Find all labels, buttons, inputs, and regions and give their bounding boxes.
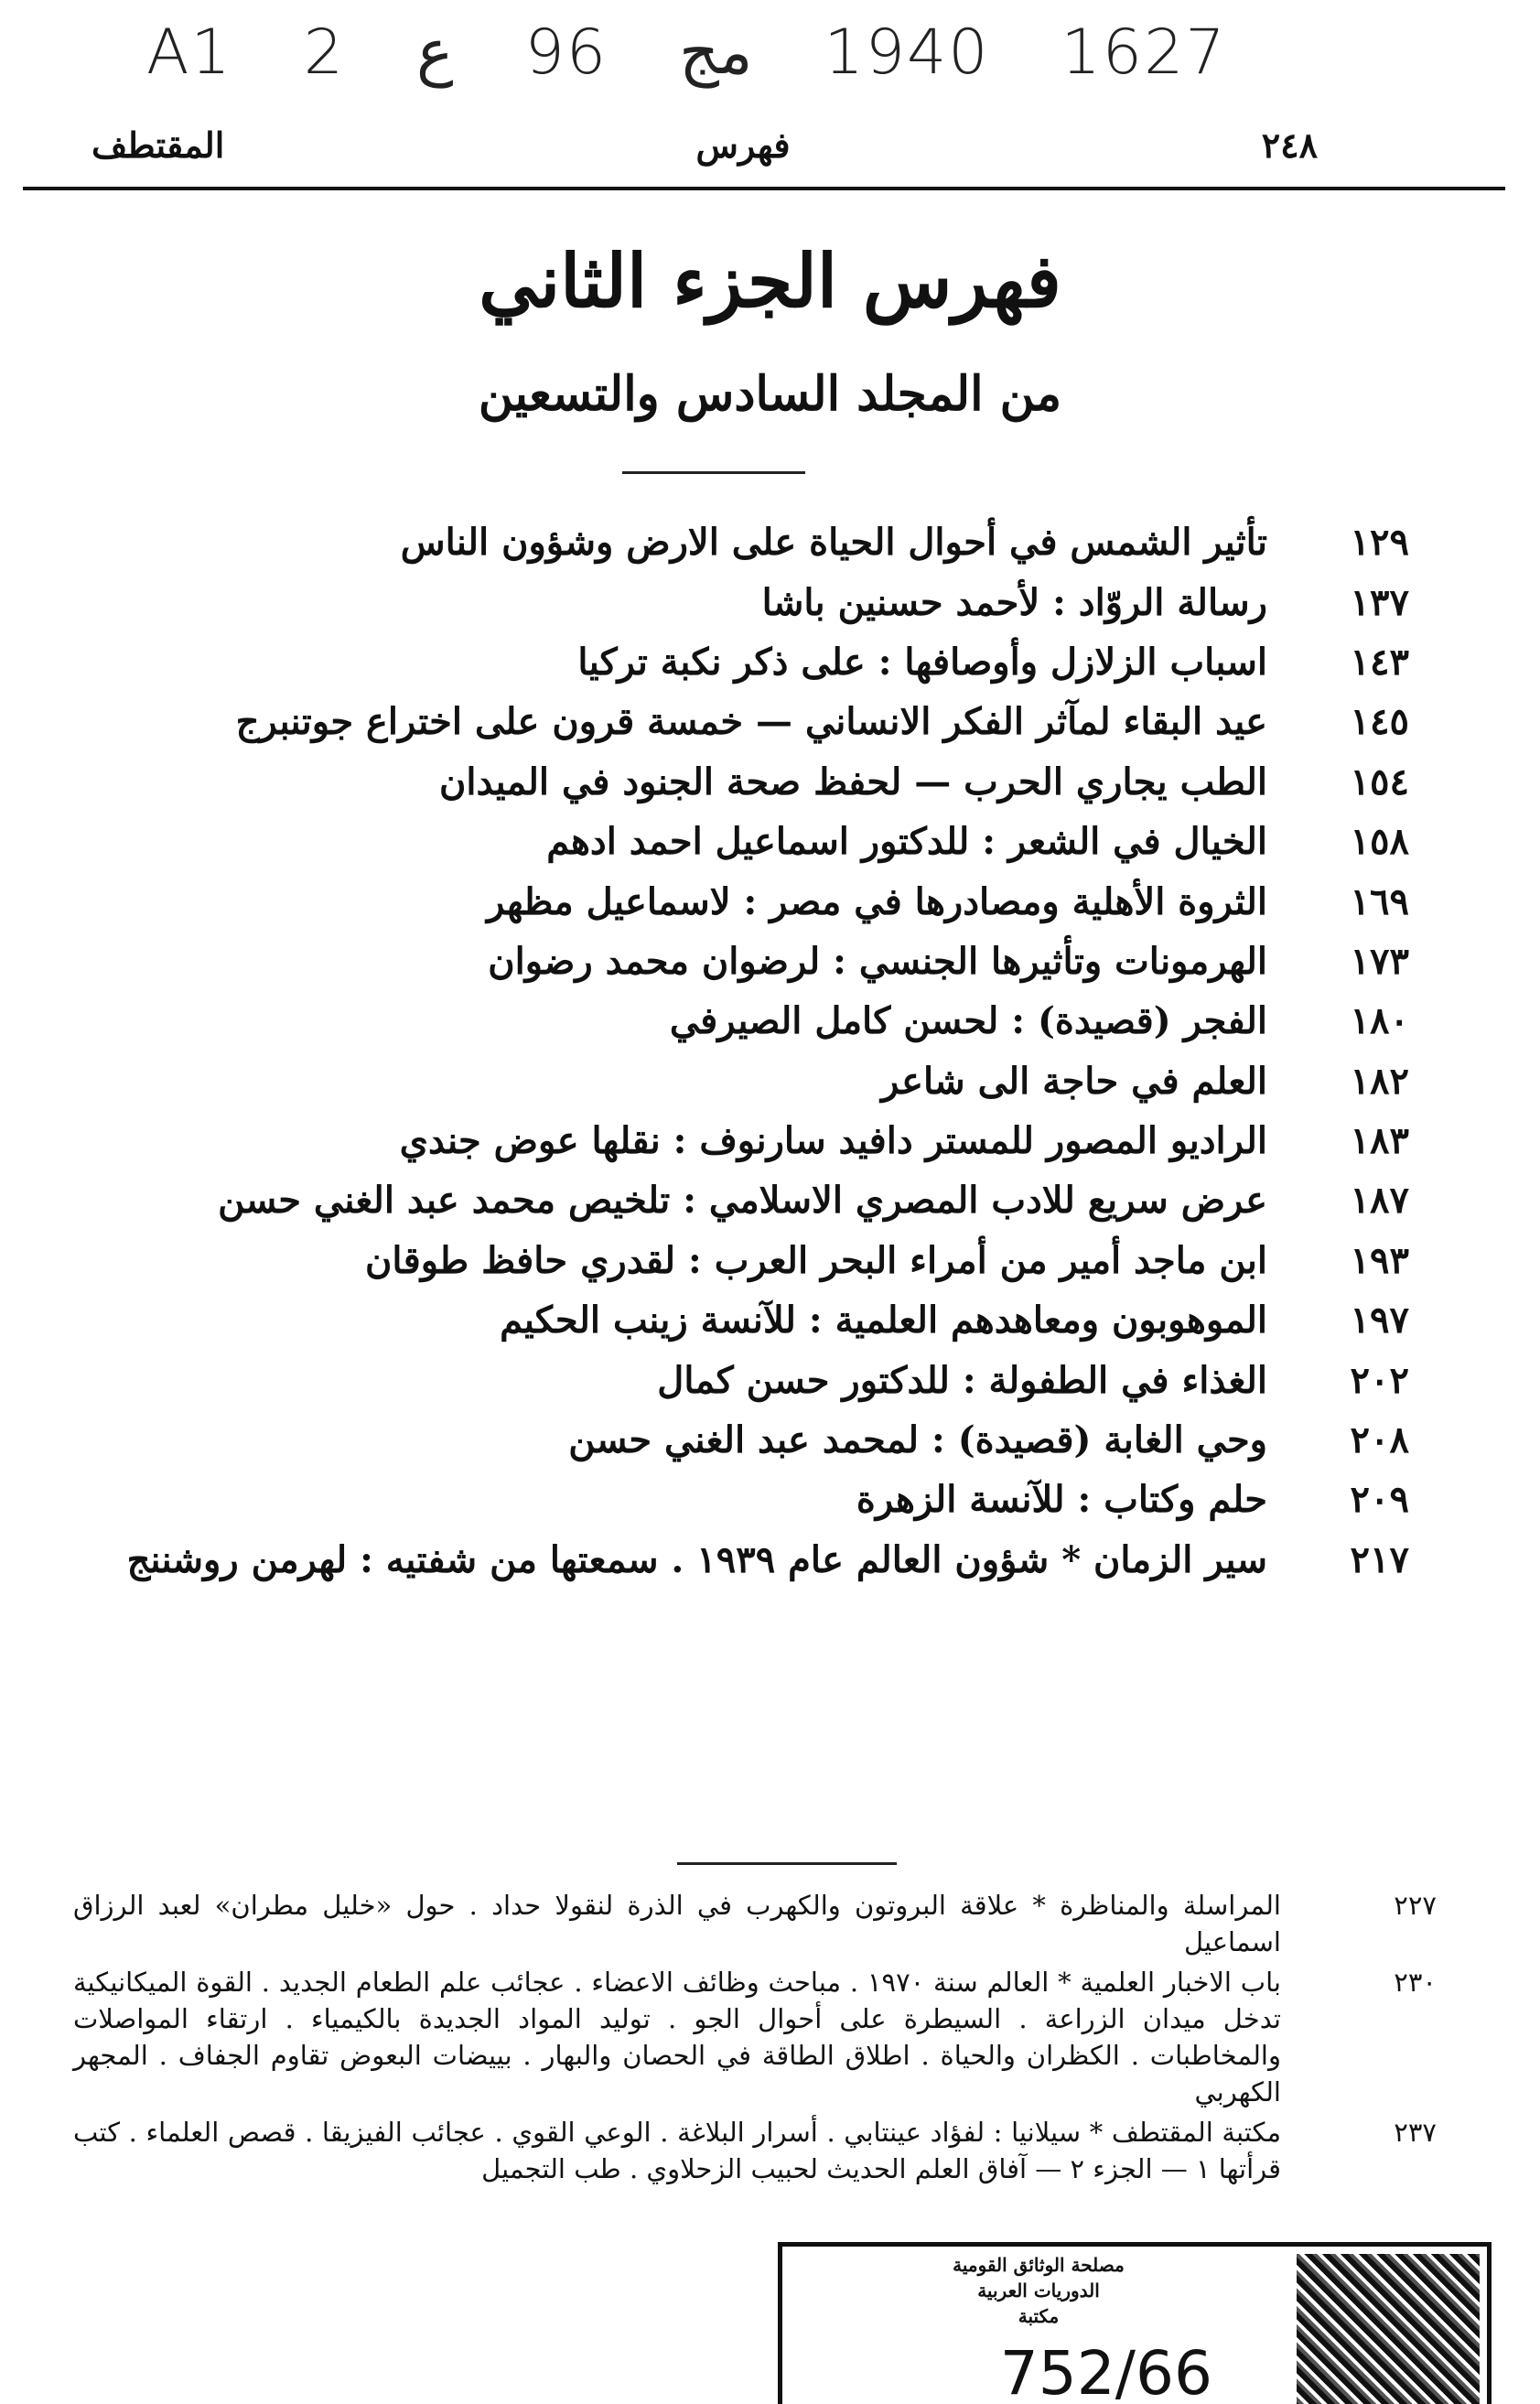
handwritten-part: 1627 <box>1061 16 1227 89</box>
toc-text: الطب يجاري الحرب — لحفظ صحة الجنود في الميدان <box>439 760 1267 803</box>
toc-page: ١٨٧ <box>1350 1179 1409 1223</box>
minor-text: مكتبة المقتطف * سيلانيا : لفؤاد عينتابي . أسرار البلاغة . الوعي القوي . عجائب الفيزيقا . قصص العلماء . كتب قرأتها ١ — الجزء ٢ — آفاق العلم الحديث لحبيب الزحلاوي . طب التجميل <box>73 2117 1281 2184</box>
handwritten-catalog-note <box>146 16 1501 89</box>
toc-entry <box>92 692 1409 751</box>
toc-entry <box>92 1111 1409 1170</box>
toc-entry <box>92 1290 1409 1350</box>
toc-page: ١٤٣ <box>1350 640 1409 684</box>
toc-entry <box>92 512 1409 572</box>
toc-entry <box>92 1051 1409 1111</box>
toc-entry <box>92 1350 1409 1409</box>
toc-entry <box>92 1170 1409 1230</box>
toc-page: ١٩٣ <box>1350 1238 1409 1282</box>
toc-entry <box>92 572 1409 631</box>
toc-entry <box>92 991 1409 1051</box>
minor-entry <box>73 1887 1437 1960</box>
toc-text: الهرمونات وتأثيرها الجنسي : لرضوان محمد رضوان <box>488 939 1267 983</box>
toc-entry <box>92 752 1409 812</box>
toc-text: رسالة الروّاد : لأحمد حسنين باشا <box>761 580 1267 624</box>
minor-page: ٢٣٠ <box>1394 1967 1437 1998</box>
toc-page: ١٧٣ <box>1350 939 1409 983</box>
section-name: فهرس <box>695 124 791 166</box>
running-head <box>92 117 1318 172</box>
toc-text: العلم في حاجة الى شاعر <box>881 1059 1267 1103</box>
toc-entry <box>92 1410 1409 1470</box>
toc-page: ٢١٧ <box>1350 1537 1409 1581</box>
minor-text: باب الاخبار العلمية * العالم سنة ١٩٧٠ . مباحث وظائف الاعضاء . عجائب علم الطعام الجديد . القوة الميكانيكية تدخل ميدان الزراعة . السيطرة على أحوال الجو . توليد المواد الجديدة بالكيمياء . ارتقاء المواصلات والمخاطبات . الكظران والحياة . اطلاق الطاقة في الحصان والبهار . بييضات البعوض تقاوم الجفاف . المجهر الكهربي <box>73 1967 1281 2108</box>
handwritten-part: 96 <box>524 16 608 89</box>
toc-text: الموهوبون ومعاهدهم العلمية : للآنسة زينب الحكيم <box>500 1299 1267 1342</box>
toc-text: عرض سريع للادب المصري الاسلامي : تلخيص محمد عبد الغني حسن <box>218 1179 1267 1223</box>
stamp-line: مكتبة <box>1018 2305 1060 2327</box>
toc-text: الغذاء في الطفولة : للدكتور حسن كمال <box>657 1358 1267 1402</box>
minor-sections-list <box>73 1887 1437 2191</box>
toc-entry <box>92 932 1409 991</box>
library-stamp <box>778 2242 1492 2404</box>
handwritten-part: مج <box>679 16 753 89</box>
toc-page: ١٨٢ <box>1350 1059 1409 1103</box>
toc-page: ١٤٥ <box>1350 700 1409 744</box>
toc-text: تأثير الشمس في أحوال الحياة على الارض وشؤون الناس <box>400 521 1267 565</box>
minor-entry <box>73 2114 1437 2187</box>
page-number: ٢٤٨ <box>1261 124 1318 166</box>
page-subtitle: من المجلد السادس والتسعين <box>478 366 1062 422</box>
stamp-line: مصلحة الوثائق القومية <box>953 2254 1125 2276</box>
handwritten-part: 1940 <box>824 16 990 89</box>
header-rule <box>23 187 1505 190</box>
toc-page: ١٩٧ <box>1350 1299 1409 1342</box>
title-divider <box>622 471 805 474</box>
stamp-line: الدوريات العربية <box>977 2280 1100 2302</box>
toc-page: ٢٠٨ <box>1350 1418 1409 1462</box>
section-divider <box>677 1862 897 1865</box>
minor-page: ٢٢٧ <box>1394 1890 1437 1921</box>
toc-list <box>92 512 1409 1590</box>
toc-page: ١٦٩ <box>1350 879 1409 923</box>
page-title: فهرس الجزء الثاني <box>479 238 1061 324</box>
toc-entry <box>92 1530 1409 1590</box>
toc-text: اسباب الزلازل وأوصافها : على ذكر نكبة تركيا <box>577 640 1267 684</box>
toc-page: ١٢٩ <box>1350 521 1409 565</box>
toc-page: ١٨٣ <box>1350 1119 1409 1163</box>
seal-icon <box>1297 2254 1480 2404</box>
toc-text: الثروة الأهلية ومصادرها في مصر : لاسماعيل مظهر <box>486 879 1267 923</box>
minor-page: ٢٣٧ <box>1394 2117 1437 2148</box>
toc-page: ٢٠٩ <box>1350 1478 1409 1522</box>
toc-text: الخيال في الشعر : للدكتور اسماعيل احمد ادهم <box>546 820 1267 864</box>
toc-entry <box>92 1231 1409 1290</box>
toc-page: ١٣٧ <box>1350 580 1409 624</box>
toc-text: عيد البقاء لمآثر الفكر الانساني — خمسة قرون على اختراع جوتنبرج <box>235 700 1267 744</box>
toc-page: ١٥٨ <box>1350 820 1409 864</box>
handwritten-part: ع <box>416 16 454 89</box>
toc-page: ١٨٠ <box>1350 999 1409 1043</box>
toc-text: حلم وكتاب : للآنسة الزهرة <box>856 1478 1267 1522</box>
toc-text: ابن ماجد أمير من أمراء البحر العرب : لقدري حافظ طوقان <box>365 1238 1267 1282</box>
journal-name: المقتطف <box>92 124 225 166</box>
toc-entry <box>92 632 1409 692</box>
toc-entry <box>92 812 1409 871</box>
handwritten-part: 2 <box>303 16 346 89</box>
minor-entry <box>73 1964 1437 2110</box>
toc-entry <box>92 1470 1409 1529</box>
toc-text: الفجر (قصيدة) : لحسن كامل الصيرفي <box>669 999 1267 1043</box>
minor-text: المراسلة والمناظرة * علاقة البروتون والكهرب في الذرة لنقولا حداد . حول «خليل مطران» لعبد الرزاق اسماعيل <box>73 1890 1281 1957</box>
stamp-number: 752/66 <box>999 2338 1212 2404</box>
handwritten-part: A1 <box>146 16 232 89</box>
toc-page: ١٥٤ <box>1350 760 1409 803</box>
toc-page: ٢٠٢ <box>1350 1358 1409 1402</box>
toc-text: الراديو المصور للمستر دافيد سارنوف : نقلها عوض جندي <box>399 1119 1267 1163</box>
toc-text: وحي الغابة (قصيدة) : لمحمد عبد الغني حسن <box>568 1418 1267 1462</box>
toc-entry <box>92 871 1409 931</box>
toc-text: سير الزمان * شؤون العالم عام ١٩٣٩ . سمعتها من شفتيه : لهرمن روشننج <box>126 1537 1267 1581</box>
